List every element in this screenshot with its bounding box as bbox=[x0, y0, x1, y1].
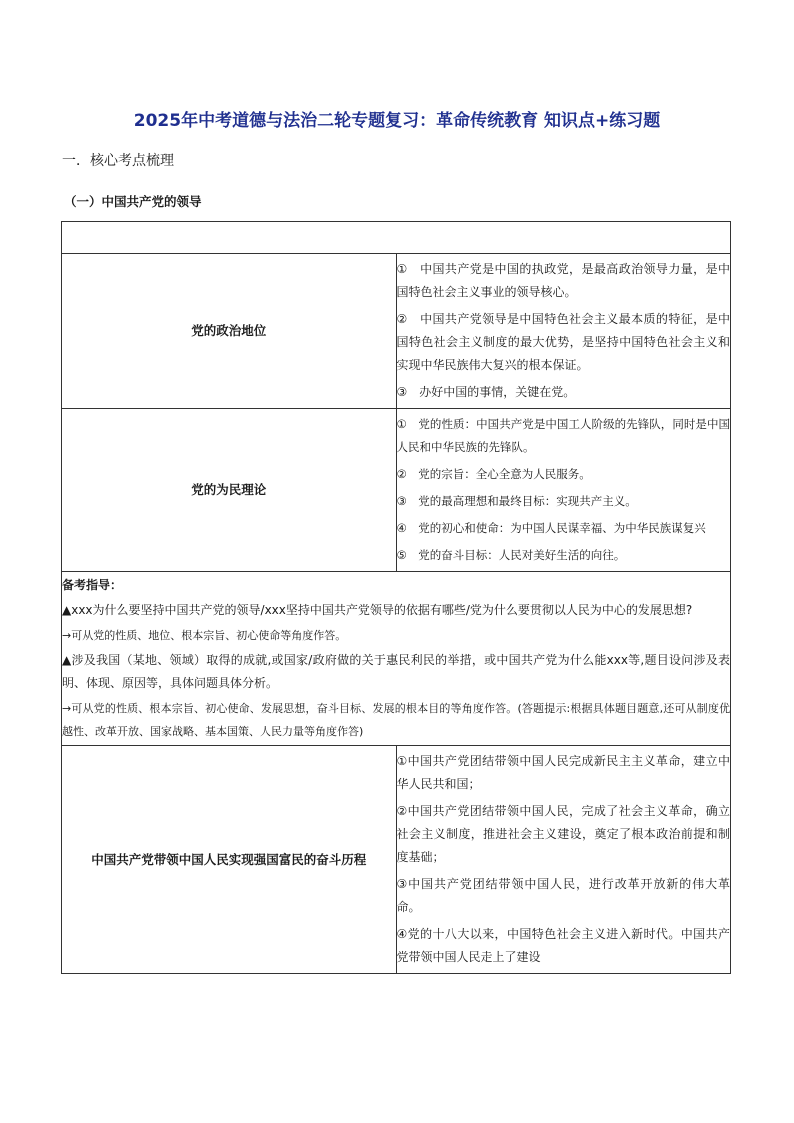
row-heading-people-theory: 党的为民理论 bbox=[62, 409, 397, 572]
list-item: ② 中国共产党领导是中国特色社会主义最本质的特征，是中国特色社会主义制度的最大优势，是坚持中国特色社会主义和实现中华民族伟大复兴的根本保证。 bbox=[396, 312, 730, 372]
list-item: ① 中国共产党是中国的执政党，是最高政治领导力量，是中国特色社会主义事业的领导核心。 bbox=[396, 262, 730, 299]
list-item: ⑤ 党的奋斗目标：人民对美好生活的向往。 bbox=[396, 548, 626, 562]
row-content-people-theory bbox=[396, 409, 731, 572]
list-item: ③ 党的最高理想和最终目标：实现共产主义。 bbox=[396, 494, 637, 508]
table-row bbox=[62, 409, 731, 572]
page-title: 2025年中考道德与法治二轮专题复习：革命传统教育 知识点+练习题 bbox=[133, 111, 661, 131]
section-heading: 一．核心考点梳理 bbox=[62, 153, 174, 169]
list-item: ③中国共产党团结带领中国人民，进行改革开放新的伟大革命。 bbox=[396, 877, 730, 914]
list-item: ①中国共产党团结带领中国人民完成新民主主义革命，建立中华人民共和国； bbox=[396, 754, 730, 791]
row-content-history bbox=[396, 746, 731, 974]
knowledge-table bbox=[61, 221, 731, 974]
list-item: ②中国共产党团结带领中国人民，完成了社会主义革命，确立社会主义制度，推进社会主义建设，奠定了根本政治前提和制度基础； bbox=[396, 804, 730, 864]
list-item: ① 党的性质：中国共产党是中国工人阶级的先锋队，同时是中国人民和中华民族的先锋队。 bbox=[396, 417, 730, 454]
table-row bbox=[62, 254, 731, 409]
row-heading-political-status: 党的政治地位 bbox=[62, 254, 397, 409]
table-row bbox=[62, 572, 731, 746]
table-header-row bbox=[62, 222, 731, 254]
guide-question-2: ▲涉及我国（某地、领域）取得的成就,或国家/政府做的关于惠民利民的举措，或中国共产党为什么能xxx等,题目设问涉及表明、体现、原因等，具体问题具体分析。 bbox=[62, 653, 730, 690]
row-heading-history: 中国共产党带领中国人民实现强国富民的奋斗历程 bbox=[62, 746, 397, 974]
row-content-political-status bbox=[396, 254, 731, 409]
table-row bbox=[62, 746, 731, 974]
list-item: ② 党的宗旨：全心全意为人民服务。 bbox=[396, 467, 591, 481]
list-item: ④党的十八大以来，中国特色社会主义进入新时代。中国共产党带领中国人民走上了建设 bbox=[396, 927, 730, 964]
empty-header-cell bbox=[62, 222, 731, 254]
guide-question-1: ▲xxx为什么要坚持中国共产党的领导/xxx坚持中国共产党领导的依据有哪些/党为什么要贯彻以人民为中心的发展思想? bbox=[62, 603, 693, 617]
guide-answer-2: →可从党的性质、根本宗旨、初心使命、发展思想，奋斗目标、发展的根本目的等角度作答。(答题提示:根据具体题目题意,还可从制度优越性、改革开放、国家战略、基本国策、人民力量等角度作答) bbox=[62, 702, 730, 738]
list-item: ④ 党的初心和使命：为中国人民谋幸福、为中华民族谋复兴 bbox=[396, 521, 706, 535]
exam-guide-cell bbox=[62, 572, 731, 746]
exam-guide-title: 备考指导： bbox=[62, 578, 123, 592]
guide-answer-1: →可从党的性质、地位、根本宗旨、初心使命等角度作答。 bbox=[62, 629, 347, 642]
subsection-heading: （一）中国共产党的领导 bbox=[64, 194, 202, 209]
list-item: ③ 办好中国的事情，关键在党。 bbox=[396, 385, 576, 399]
